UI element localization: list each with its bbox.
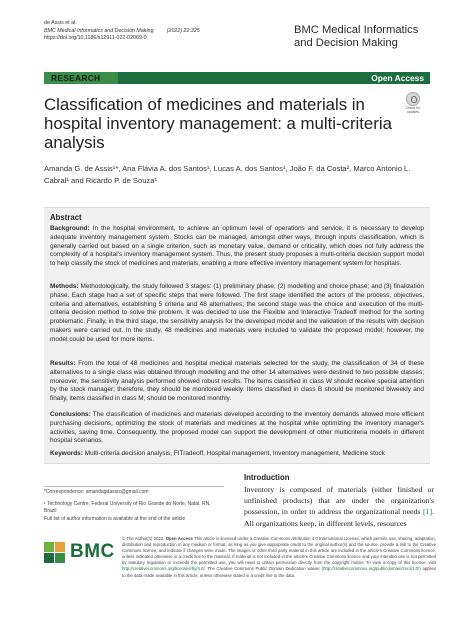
journal-title: BMC Medical Informatics and Decision Making: [294, 24, 419, 49]
abstract-results: [50, 360, 424, 404]
footnotes: [44, 489, 224, 523]
cc-by-link[interactable]: http://creativecommons.org/licenses/by/4.0/: [122, 566, 205, 572]
affiliation-note: ¹ Technology Centre, Federal University of Rio Grande do Norte, Natal, RN, Brazil: [44, 500, 211, 515]
intro-text-part1: Inventory is composed of materials (either finished or unfinished products) that are under the organization's possession, in order to address the organizational needs: [244, 485, 434, 517]
full-list-note: Full list of author information is available at the end of the article: [44, 515, 186, 522]
citation-volume: (2022) 22:325: [166, 27, 200, 34]
article-type-label: RESEARCH: [51, 73, 101, 83]
license-mid: . The Creative Commons Public Domain Dedication waiver (: [204, 566, 323, 572]
abstract-methods: [50, 283, 424, 344]
methods-text: Methodologically, the study followed 3 stages: (1) preliminary phase; (2) modelling and choice phase; and (3) finalization phase. Each stage had a set of specific steps that were followed. The first stage identified the actors of the process, objectives, criteria and alternatives, establishing 5 criteria and 48 alternatives; the second stage was the choice and execution of the multi-criteria decision method to solve the problem. It was decided to use the Flexible and Interactive Tradeoff method for the sorting problematic. Finally, in the third stage, the sensitivity analysis for the developed model and the validation of the results with decision makers were carried out. In the study, 48 medicines and materials were included to validate the proposed model; however, the model could be used for more items.: [50, 283, 424, 343]
results-text: From the total of 48 medicines and hospital medical materials selected for the study, the classification of 34 of these alternatives to a single class was obtained through modelling and the other 14 alternatives were destined to two possible classes; moreover, the sensitivity analysis performed showed robust results. The items classified in class W should receive special attention by the stock manager; therefore, they should be monitored weekly. Items classified in class B should be monitored biweekly and finally, items classified in class M, should be monitored monthly.: [50, 360, 424, 402]
results-label: Results:: [50, 360, 76, 367]
intro-text-part2: . All organizations keep, in different levels, resources: [244, 507, 434, 528]
license-end: ) applies to the data made available in this article, unless otherwise stated in a credit line to the data.: [122, 566, 436, 578]
conclusions-label: Conclusions:: [50, 411, 91, 418]
logo-square-mid-green: [55, 553, 65, 563]
doi-link[interactable]: https://doi.org/10.1186/s12911-022-02069-0: [44, 35, 147, 42]
methods-label: Methods:: [50, 283, 79, 290]
abstract-section: [44, 207, 430, 464]
license-open-access-label: Open Access: [165, 536, 193, 541]
check-for-updates-badge[interactable]: [402, 92, 424, 116]
logo-square-orange: [55, 542, 65, 552]
bmc-logo: [44, 538, 116, 566]
author-list: Amanda G. de Assis¹*, Ana Flávia A. dos Santos¹, Lucas A. dos Santos¹, João F. da Costa², Marco Antonio L. Cabral¹ and Ricardo P. de Souza¹: [44, 164, 411, 185]
abstract-keywords: [50, 450, 424, 459]
crossmark-line1: Check for: [405, 106, 421, 110]
license-text: [122, 536, 436, 579]
logo-square-light-green: [44, 542, 54, 552]
logo-square-dark-green: [44, 553, 54, 563]
keywords-label: Keywords:: [50, 450, 83, 457]
keywords-text: Multi-criteria decision analysis, FITradeoff, Hospital management, Inventory management, Medicine stock: [82, 450, 385, 457]
article-type-banner: [44, 72, 430, 84]
citation-authors: de Assis et al.: [44, 20, 77, 26]
abstract-conclusions: [50, 411, 424, 446]
introduction-heading: Introduction: [244, 473, 290, 482]
footnote-divider: [44, 486, 224, 487]
conclusions-text: The classification of medicines and materials developed according to the inventory demands allowed more efficient purchasing decisions, optimizing the stock of materials and medicines at the hospital while optimizing the inventory manager's activities, saving time. Consequently, the proposed model can support the development of other multicriteria models in different hospital scenarios.: [50, 411, 424, 445]
article-title: Classification of medicines and materials in hospital inventory management: a multi-criteria analysis: [44, 95, 392, 152]
abstract-background: [50, 225, 424, 269]
background-text: In the hospital environment, to achieve an optimum level of operations and service, it is necessary to develop adequate inventory management system. Stocks can be managed, amongst other ways, through inputs classification, which is generally carried out based on a single criterion, such as monetary value, demand or criticality, which does not fully address the complexity of a hospital's inventory management system. Thus, the present study proposes a multi-criteria decision support model to help classify the stock of medicines and materials, enabling a more effective inventory management system for hospitals.: [50, 225, 424, 267]
abstract-heading: Abstract: [50, 213, 82, 222]
crossmark-icon: [406, 92, 420, 106]
open-access-label: Open Access: [371, 73, 424, 83]
license-body: This article is licensed under a Creative Commons Attribution 4.0 International License, which permits use, sharing, adaptation, distribution and reproduction in any medium or format, as long as you give appropriate credit to the original author(s) and the source, provide a link to the Creative Commons licence, and indicate if changes were made. The images or other third party material in this article are included in the article's Creative Commons licence, unless indicated otherwise in a credit line to the material. If material is not included in the article's Creative Commons licence and your intended use is not permitted by statutory regulation or exceeds the permitted use, you will need to obtain permission directly from the copyright holder. To view a copy of this licence, visit: [122, 536, 436, 566]
introduction-text: [244, 484, 434, 529]
citation-link[interactable]: [1]: [422, 507, 433, 517]
license-copyright: © The Author(s) 2022.: [122, 536, 166, 541]
logo-wordmark: BMC: [70, 541, 115, 562]
citation-journal-line: [44, 28, 200, 36]
citation-journal: BMC Medical Informatics and Decision Making: [44, 27, 154, 34]
correspondence-note: *Correspondence: amandagdassis@gmail.com: [44, 489, 149, 495]
crossmark-line2: updates: [406, 109, 420, 114]
background-label: Background:: [50, 225, 90, 232]
running-header-citation: [44, 20, 200, 43]
cc-zero-link[interactable]: http://creativecommons.org/publicdomain/zero/1.0/: [323, 566, 420, 572]
